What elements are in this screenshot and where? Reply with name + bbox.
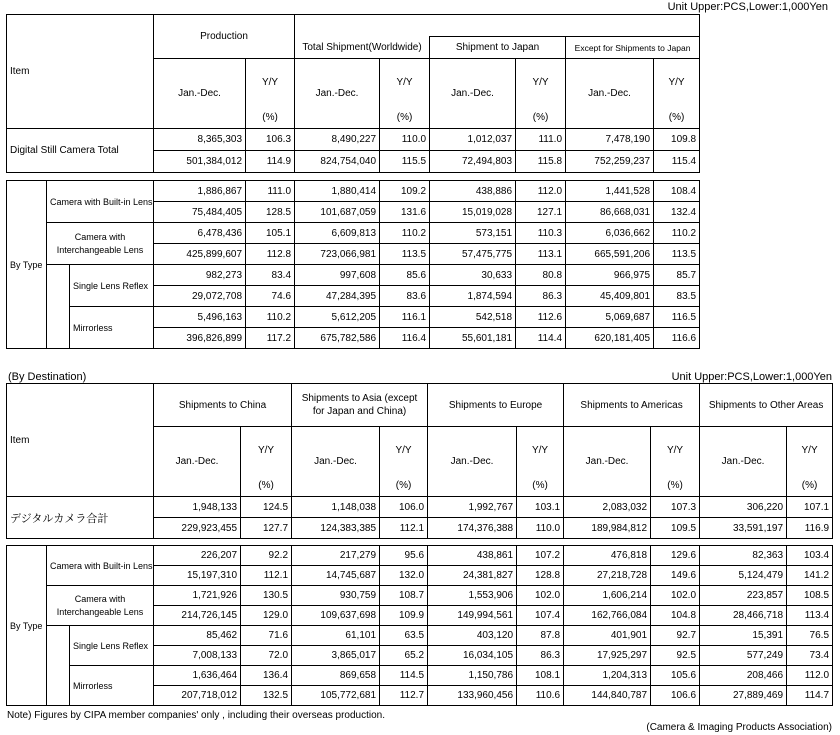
jan-dec-header: Jan.-Dec. (154, 59, 246, 129)
table-row (7, 129, 700, 151)
table-cell: 47,284,395 (295, 286, 380, 307)
table-cell: 112.0 (787, 666, 833, 686)
source-credit: (Camera & Imaging Products Association) (646, 722, 832, 733)
jan-dec-header: Jan.-Dec. (566, 59, 654, 129)
table-cell: 7,008,133 (154, 646, 241, 666)
table-cell: 105,772,681 (292, 686, 380, 706)
table-row (7, 546, 833, 566)
col-total-shipment: Total Shipment(Worldwide) (295, 37, 430, 59)
table-row (7, 626, 833, 646)
table-cell: 87.8 (517, 626, 564, 646)
table-cell: 95.6 (380, 546, 428, 566)
header-cell: Single Lens Reflex (70, 265, 154, 307)
table-cell: 115.8 (516, 151, 566, 173)
table-cell: 128.8 (517, 566, 564, 586)
table-cell: 112.7 (380, 686, 428, 706)
table-cell: 107.4 (517, 606, 564, 626)
table-cell: 982,273 (154, 265, 246, 286)
table-cell: 116.1 (380, 307, 430, 328)
table-cell: 113.5 (654, 244, 700, 265)
table-cell: 130.5 (241, 586, 292, 606)
table-cell: 110.2 (654, 223, 700, 244)
table-cell: 1,948,133 (154, 497, 241, 518)
table-cell: 869,658 (292, 666, 380, 686)
table-cell: 6,478,436 (154, 223, 246, 244)
table-cell: 124.5 (241, 497, 292, 518)
table-cell: 723,066,981 (295, 244, 380, 265)
table-cell: 110.6 (517, 686, 564, 706)
header-cell: (%) (380, 475, 428, 497)
header-cell: (%) (517, 475, 564, 497)
table-cell: 124,383,385 (292, 518, 380, 539)
table-cell: 141.2 (787, 566, 833, 586)
table-row (7, 586, 833, 606)
table-cell: 3,865,017 (292, 646, 380, 666)
table-cell: 149,994,561 (428, 606, 517, 626)
table-cell: 997,608 (295, 265, 380, 286)
header-cell: Jan.-Dec. (700, 427, 787, 497)
table-cell: 14,745,687 (292, 566, 380, 586)
header-cell: (%) (787, 475, 833, 497)
table-cell: 71.6 (241, 626, 292, 646)
col-china: Shipments to China (154, 384, 292, 427)
table-cell: 76.5 (787, 626, 833, 646)
table-cell: 930,759 (292, 586, 380, 606)
table-cell: 101,687,059 (295, 202, 380, 223)
table-cell: 1,553,906 (428, 586, 517, 606)
table-cell: 113.4 (787, 606, 833, 626)
table-cell: 113.1 (516, 244, 566, 265)
production-shipment-table (6, 14, 700, 173)
item-header-2: Item (7, 384, 154, 497)
table-cell: 162,766,084 (564, 606, 651, 626)
table-cell: 109.2 (380, 181, 430, 202)
table-cell: 1,441,528 (566, 181, 654, 202)
table-cell: 92.7 (651, 626, 700, 646)
item-header: Item (7, 15, 154, 129)
table-cell: 5,612,205 (295, 307, 380, 328)
table-cell: 109.9 (380, 606, 428, 626)
col-other: Shipments to Other Areas (700, 384, 833, 427)
table-cell: 107.3 (651, 497, 700, 518)
table-cell: 229,923,455 (154, 518, 241, 539)
table-cell: 80.8 (516, 265, 566, 286)
table-cell: 86.3 (516, 286, 566, 307)
table-cell: 85.6 (380, 265, 430, 286)
table-cell: 116.4 (380, 328, 430, 349)
header-cell: Camera with Built-in Lens (47, 181, 154, 223)
table-cell: 82,363 (700, 546, 787, 566)
unit-label-top: Unit Upper:PCS,Lower:1,000Yen (667, 1, 828, 13)
header-cell: Jan.-Dec. (292, 427, 380, 497)
header-cell: Y/Y (380, 427, 428, 475)
table-cell: 112.8 (246, 244, 295, 265)
table-cell: 103.4 (787, 546, 833, 566)
table-cell: 113.5 (380, 244, 430, 265)
table-cell: 1,606,214 (564, 586, 651, 606)
dest-title: (By Destination) (8, 371, 87, 383)
col-asia: Shipments to Asia (except for Japan and China) (292, 384, 428, 427)
table-cell: 5,496,163 (154, 307, 246, 328)
table-cell: 75,484,405 (154, 202, 246, 223)
table-cell: 24,381,827 (428, 566, 517, 586)
table-cell: 132.4 (654, 202, 700, 223)
header-cell: Jan.-Dec. (154, 427, 241, 497)
table-cell: 55,601,181 (430, 328, 516, 349)
table-cell: 223,857 (700, 586, 787, 606)
header-cell: Jan.-Dec. (564, 427, 651, 497)
yy-header: Y/Y (380, 59, 430, 107)
table-cell: 109.8 (654, 129, 700, 151)
table-cell: 111.0 (516, 129, 566, 151)
destination-table (6, 383, 833, 539)
header-cell: Camera with Interchangeable Lens (47, 223, 154, 265)
table-cell: 476,818 (564, 546, 651, 566)
table-cell: 501,384,012 (154, 151, 246, 173)
table-cell: 33,591,197 (700, 518, 787, 539)
table-cell: 28,466,718 (700, 606, 787, 626)
table-cell: 132.0 (380, 566, 428, 586)
table-cell: 207,718,012 (154, 686, 241, 706)
unit-label-dest: Unit Upper:PCS,Lower:1,000Yen (671, 371, 832, 383)
table-cell: 1,148,038 (292, 497, 380, 518)
table-cell: 15,197,310 (154, 566, 241, 586)
table-cell: 129.6 (651, 546, 700, 566)
table-cell: 127.7 (241, 518, 292, 539)
table-cell: 104.8 (651, 606, 700, 626)
table-cell: 17,925,297 (564, 646, 651, 666)
header-cell: Camera with Built-in Lens (47, 546, 154, 586)
table-cell: 114.4 (516, 328, 566, 349)
table-cell: 108.1 (517, 666, 564, 686)
table-cell: 83.5 (654, 286, 700, 307)
col-production: Production (154, 15, 295, 59)
table-cell: 438,886 (430, 181, 516, 202)
table-cell: 86.3 (517, 646, 564, 666)
col-to-japan: Shipment to Japan (430, 37, 566, 59)
table-cell: 57,475,775 (430, 244, 516, 265)
table-cell: 114.7 (787, 686, 833, 706)
table-cell: 45,409,801 (566, 286, 654, 307)
table-cell: 29,072,708 (154, 286, 246, 307)
table-cell: 112.1 (380, 518, 428, 539)
table-cell: 86,668,031 (566, 202, 654, 223)
col-except-japan: Except for Shipments to Japan (566, 37, 700, 59)
table-cell: 1,150,786 (428, 666, 517, 686)
table-cell: 102.0 (651, 586, 700, 606)
col-europe: Shipments to Europe (428, 384, 564, 427)
table-cell: 144,840,787 (564, 686, 651, 706)
table-cell: 30,633 (430, 265, 516, 286)
header-cell: Y/Y (241, 427, 292, 475)
table-cell: 752,259,237 (566, 151, 654, 173)
table-cell: 133,960,456 (428, 686, 517, 706)
table-cell: 106.3 (246, 129, 295, 151)
by-type-table-2 (6, 545, 833, 706)
table-cell: 109.5 (651, 518, 700, 539)
table-cell: 174,376,388 (428, 518, 517, 539)
table-cell: 577,249 (700, 646, 787, 666)
table-cell: 63.5 (380, 626, 428, 646)
table-cell: 5,069,687 (566, 307, 654, 328)
table-cell: 115.5 (380, 151, 430, 173)
table-cell: 116.9 (787, 518, 833, 539)
table-cell: 83.4 (246, 265, 295, 286)
by-type-label-2: By Type (7, 546, 47, 706)
pct-header: (%) (380, 107, 430, 129)
header-cell: Mirrorless (70, 307, 154, 349)
table-cell: 226,207 (154, 546, 241, 566)
pct-header: (%) (654, 107, 700, 129)
table-row (7, 666, 833, 686)
table-cell: 966,975 (566, 265, 654, 286)
table-cell: 675,782,586 (295, 328, 380, 349)
table-cell: 306,220 (700, 497, 787, 518)
table-cell: 110.2 (380, 223, 430, 244)
table-cell: 1,012,037 (430, 129, 516, 151)
table-cell: 72.0 (241, 646, 292, 666)
table-cell: 85.7 (654, 265, 700, 286)
yy-header: Y/Y (516, 59, 566, 107)
table-cell: 1,204,313 (564, 666, 651, 686)
table-cell: 61,101 (292, 626, 380, 646)
table-cell: 1,880,414 (295, 181, 380, 202)
by-type-table-1 (6, 180, 700, 349)
table-cell: 109,637,698 (292, 606, 380, 626)
header-cell: Jan.-Dec. (428, 427, 517, 497)
table-cell: 1,874,594 (430, 286, 516, 307)
table-cell: 15,391 (700, 626, 787, 646)
table-cell: 8,365,303 (154, 129, 246, 151)
table-cell: 108.5 (787, 586, 833, 606)
table-cell: 131.6 (380, 202, 430, 223)
header-cell: Mirrorless (70, 666, 154, 706)
table-cell: 92.5 (651, 646, 700, 666)
table-cell: 103.1 (517, 497, 564, 518)
table-cell: 1,636,464 (154, 666, 241, 686)
table-cell: 102.0 (517, 586, 564, 606)
header-cell: Single Lens Reflex (70, 626, 154, 666)
table-cell: 7,478,190 (566, 129, 654, 151)
table-cell: 110.2 (246, 307, 295, 328)
table-cell: 573,151 (430, 223, 516, 244)
table-cell: 107.2 (517, 546, 564, 566)
table-cell: 116.6 (654, 328, 700, 349)
table-cell: 107.1 (787, 497, 833, 518)
table-row (7, 497, 833, 518)
table-cell: 106.0 (380, 497, 428, 518)
table-cell: 128.5 (246, 202, 295, 223)
row-label-total-jp: デジタルカメラ合計 (7, 497, 154, 539)
pct-header: (%) (516, 107, 566, 129)
table-cell: 115.4 (654, 151, 700, 173)
table-cell: 208,466 (700, 666, 787, 686)
table-cell: 105.1 (246, 223, 295, 244)
table-cell: 15,019,028 (430, 202, 516, 223)
table-cell: 110.0 (517, 518, 564, 539)
table-cell: 396,826,899 (154, 328, 246, 349)
table-cell: 620,181,405 (566, 328, 654, 349)
table-row (7, 223, 700, 244)
header-cell: Y/Y (517, 427, 564, 475)
table-cell: 403,120 (428, 626, 517, 646)
table-cell: 112.0 (516, 181, 566, 202)
table-cell: 114.9 (246, 151, 295, 173)
jan-dec-header: Jan.-Dec. (430, 59, 516, 129)
table-row (7, 265, 700, 286)
table-cell: 27,889,469 (700, 686, 787, 706)
table-cell: 665,591,206 (566, 244, 654, 265)
table-cell: 65.2 (380, 646, 428, 666)
table-row (7, 307, 700, 328)
table-cell: 132.5 (241, 686, 292, 706)
table-cell: 112.6 (516, 307, 566, 328)
table-cell: 110.3 (516, 223, 566, 244)
yy-header: Y/Y (246, 59, 295, 107)
table-cell: 1,992,767 (428, 497, 517, 518)
table-cell: 106.6 (651, 686, 700, 706)
col-americas: Shipments to Americas (564, 384, 700, 427)
table-cell: 5,124,479 (700, 566, 787, 586)
table-cell: 2,083,032 (564, 497, 651, 518)
table-cell: 189,984,812 (564, 518, 651, 539)
table-cell: 72,494,803 (430, 151, 516, 173)
table-cell: 16,034,105 (428, 646, 517, 666)
table-cell: 108.7 (380, 586, 428, 606)
table-cell: 85,462 (154, 626, 241, 646)
table-row (7, 181, 700, 202)
header-cell: Y/Y (787, 427, 833, 475)
table-cell: 438,861 (428, 546, 517, 566)
table-cell: 217,279 (292, 546, 380, 566)
table-cell: 73.4 (787, 646, 833, 666)
table-cell: 92.2 (241, 546, 292, 566)
table-cell: 117.2 (246, 328, 295, 349)
table-cell: 136.4 (241, 666, 292, 686)
table-cell: 214,726,145 (154, 606, 241, 626)
table-cell: 105.6 (651, 666, 700, 686)
by-type-label: By Type (7, 181, 47, 349)
table-cell: 542,518 (430, 307, 516, 328)
header-cell: Camera with Interchangeable Lens (47, 586, 154, 626)
table-cell: 425,899,607 (154, 244, 246, 265)
table-cell: 1,886,867 (154, 181, 246, 202)
header-cell: (%) (241, 475, 292, 497)
row-label-total: Digital Still Camera Total (7, 129, 154, 173)
table-cell: 112.1 (241, 566, 292, 586)
table-cell: 127.1 (516, 202, 566, 223)
table-cell: 116.5 (654, 307, 700, 328)
pct-header: (%) (246, 107, 295, 129)
jan-dec-header: Jan.-Dec. (295, 59, 380, 129)
table-cell: 110.0 (380, 129, 430, 151)
table-cell: 129.0 (241, 606, 292, 626)
table-cell: 74.6 (246, 286, 295, 307)
table-cell: 824,754,040 (295, 151, 380, 173)
table-cell: 83.6 (380, 286, 430, 307)
table-cell: 6,036,662 (566, 223, 654, 244)
table-cell: 1,721,926 (154, 586, 241, 606)
table-cell: 149.6 (651, 566, 700, 586)
table-cell: 6,609,813 (295, 223, 380, 244)
header-cell: (%) (651, 475, 700, 497)
table-cell: 401,901 (564, 626, 651, 646)
table-cell: 108.4 (654, 181, 700, 202)
table-cell: 27,218,728 (564, 566, 651, 586)
footnote: Note) Figures by CIPA member companies' only , including their overseas production. (7, 710, 386, 721)
table-cell: 111.0 (246, 181, 295, 202)
yy-header: Y/Y (654, 59, 700, 107)
table-cell: 8,490,227 (295, 129, 380, 151)
table-cell: 114.5 (380, 666, 428, 686)
header-cell: Y/Y (651, 427, 700, 475)
